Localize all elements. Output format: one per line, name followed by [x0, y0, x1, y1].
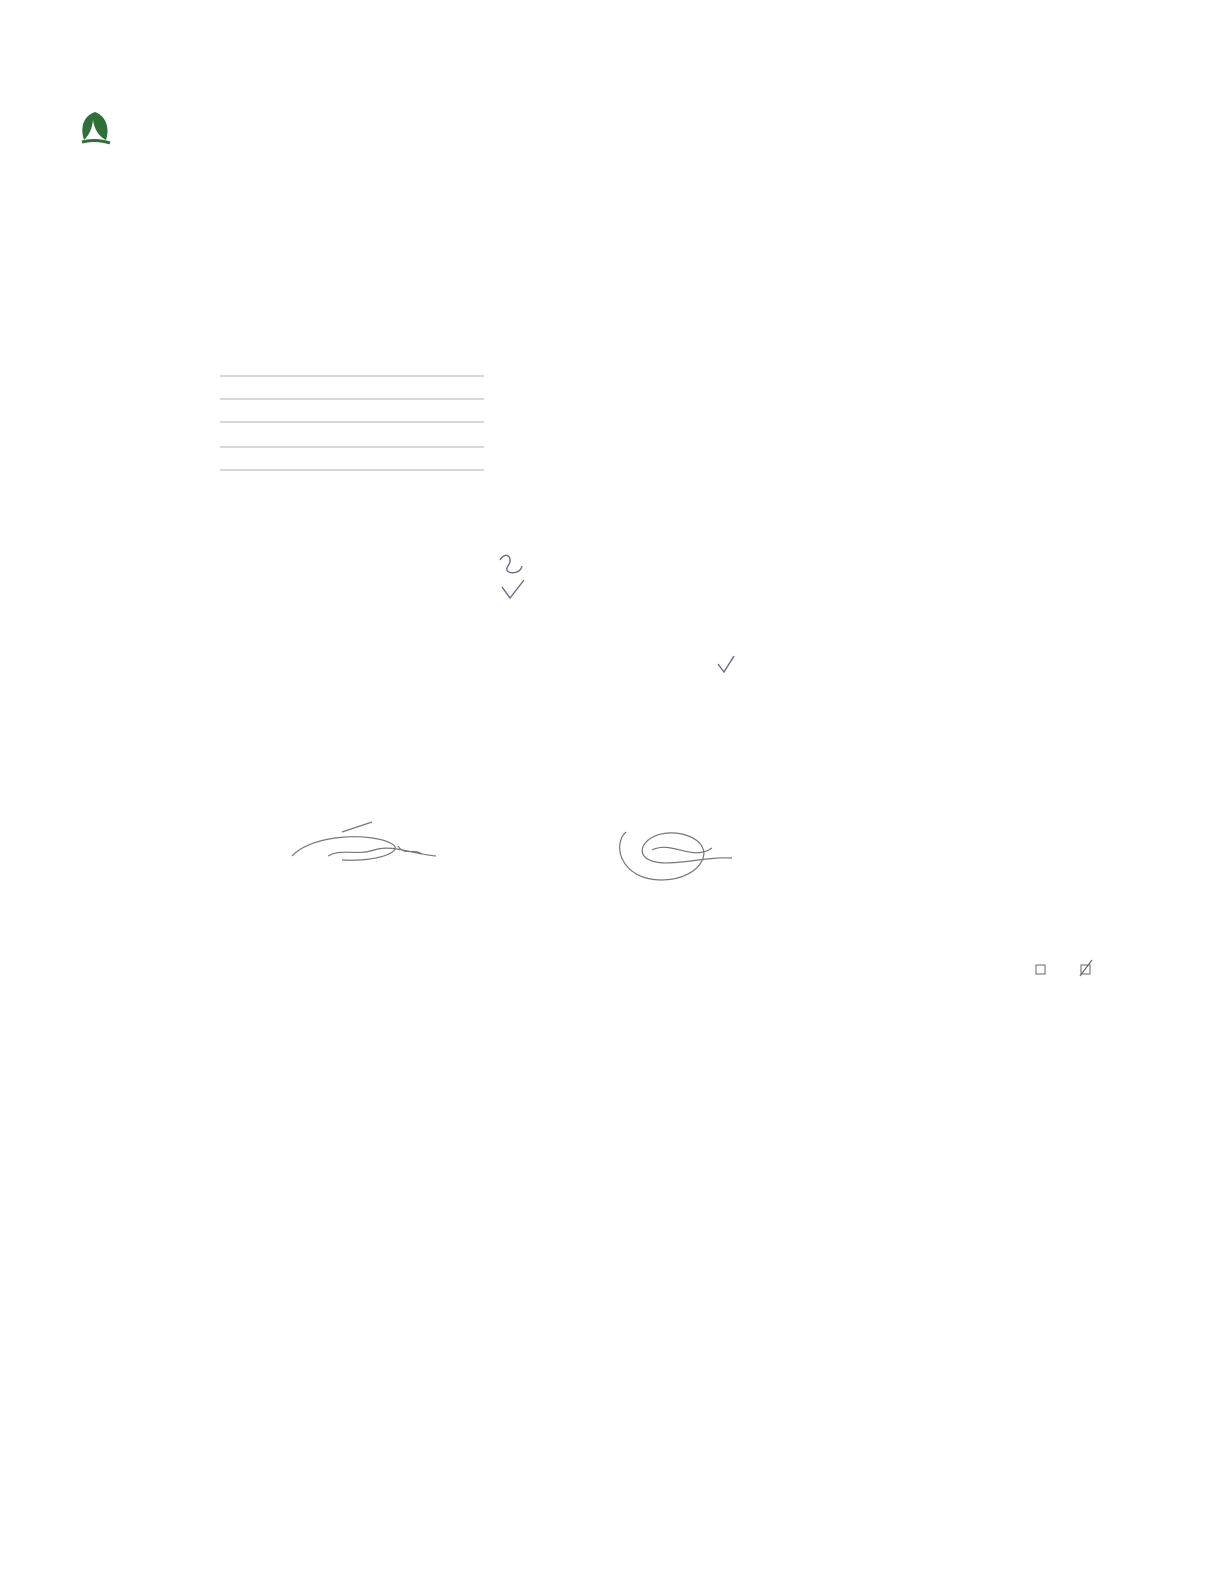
- pixis-logo: [72, 66, 120, 68]
- microbiology-check-icon: [718, 656, 734, 672]
- receiver-signature-icon: [620, 832, 732, 880]
- pesticides-mark-icon: [500, 555, 522, 572]
- tentamus-leaf-icon: [78, 110, 112, 146]
- pesticides-check-icon: [502, 580, 524, 598]
- barcode-top: [500, 160, 634, 206]
- collector-signature-icon: [292, 822, 436, 860]
- cooling-yes-checkbox[interactable]: [1036, 965, 1045, 974]
- chain-of-custody-form: [142, 244, 1132, 1059]
